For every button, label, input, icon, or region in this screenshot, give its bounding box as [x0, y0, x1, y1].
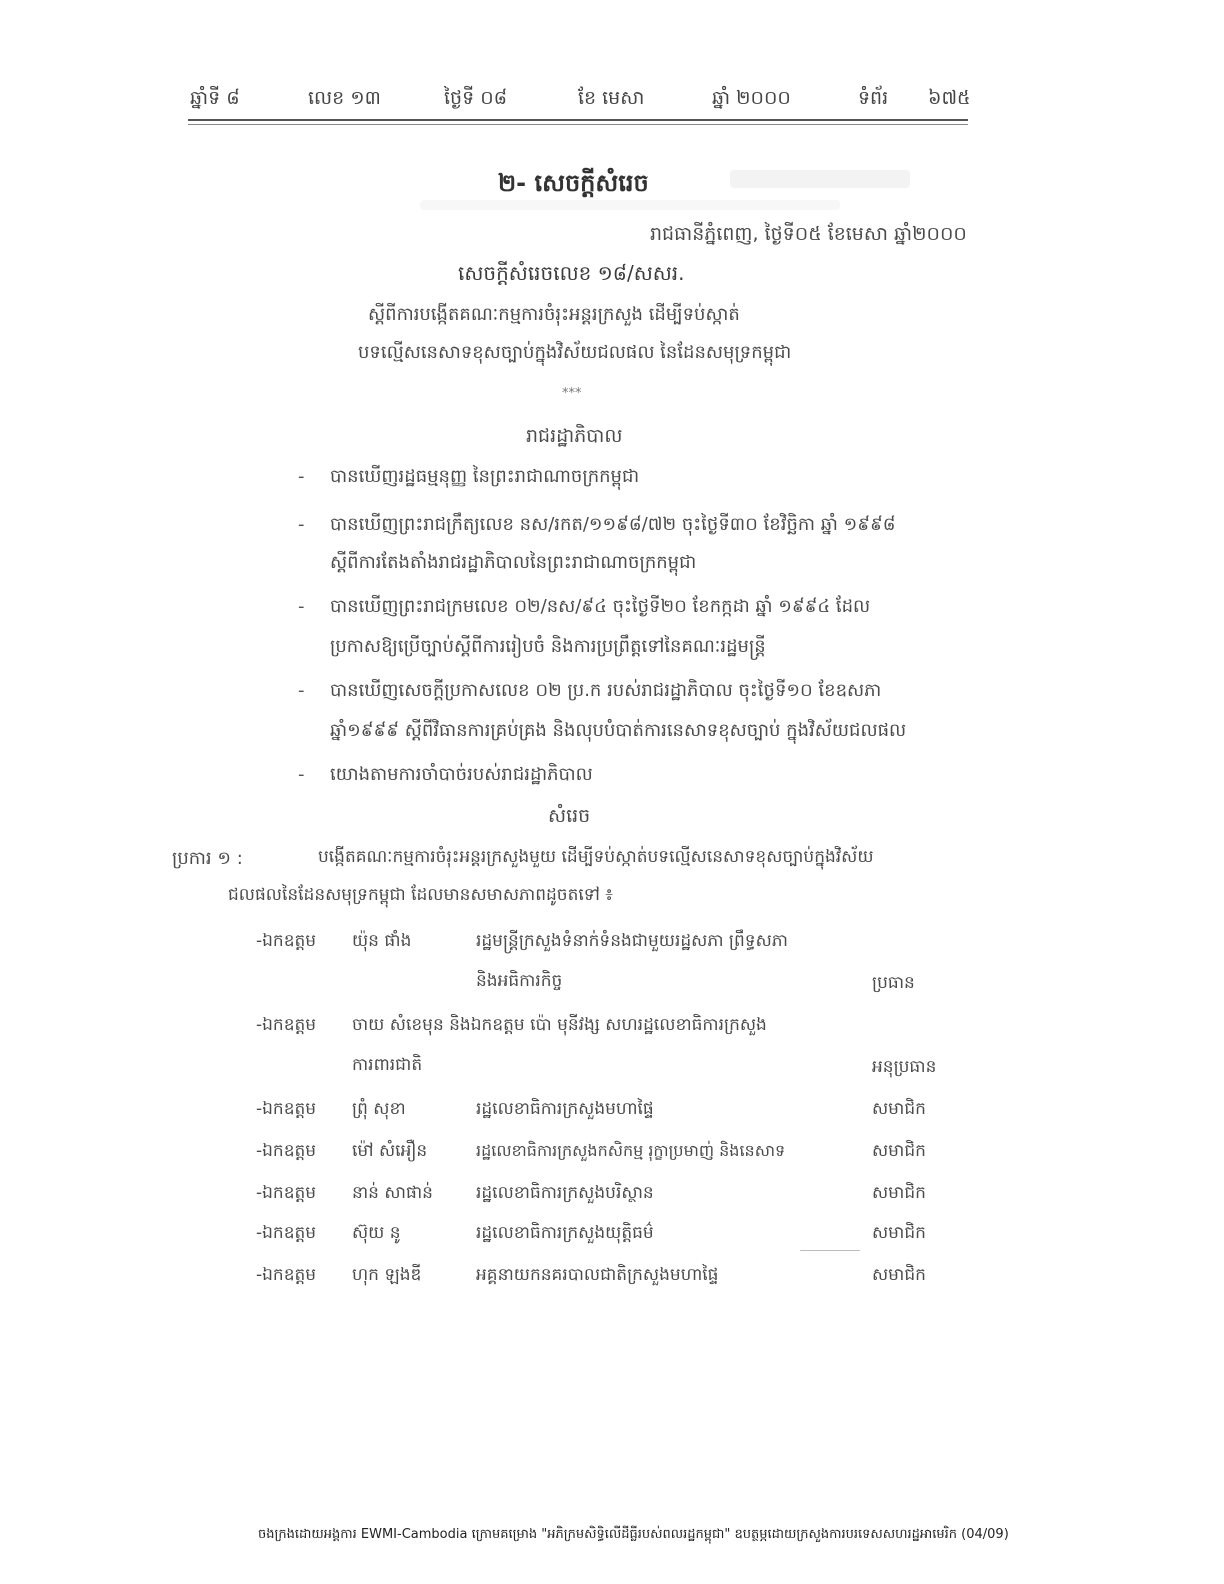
member-position: រដ្ឋលេខាធិការក្រសួងកសិកម្ម រុក្ខាប្រមាញ់ និងនេសាទ: [476, 1141, 786, 1160]
member-position-cont: ការពារជាតិ: [352, 1055, 423, 1075]
scan-mark: [800, 1250, 860, 1251]
member-role: សមាជិក: [872, 1265, 926, 1285]
member-name: ម៉ៅ សំអឿន: [352, 1141, 428, 1161]
decision-number: សេចក្ដីសំរេចលេខ ១៨/សសរ.: [458, 261, 685, 285]
list-dash: -: [298, 680, 305, 701]
consideration-line: បានឃើញសេចក្ដីប្រកាសលេខ ០២ ប្រ.ក របស់រាជរដ្ឋាភិបាល ចុះថ្ងៃទី១០ ខែឧសភា: [330, 680, 882, 701]
header-day: ថ្ងៃទី ០៨: [444, 87, 508, 109]
member-name: ព្រុំ សុខា: [352, 1099, 406, 1119]
member-name: នាន់ សាផាន់: [352, 1183, 433, 1203]
article-1-line-1: បង្កើតគណៈកម្មការចំរុះអន្តរក្រសួងមួយ ដើម្បីទប់ស្កាត់បទល្មើសនេសាទខុសច្បាប់ក្នុងវិស័យ: [318, 847, 874, 867]
member-title: -ឯកឧត្ដម: [256, 1015, 317, 1035]
member-name: ចាយ សំខេមុន និងឯកឧត្ដម ប៉ោ មុនីវង្ស សហរដ្ឋលេខាធិការក្រសួង: [352, 1015, 767, 1035]
place-date: រាជធានីភ្នំពេញ, ថ្ងៃទី០៥ ខែមេសា ឆ្នាំ២០០០: [650, 223, 967, 245]
member-position: រដ្ឋលេខាធិការក្រសួងបរិស្ថាន: [476, 1183, 654, 1203]
member-position: រដ្ឋលេខាធិការក្រសួងមហាផ្ទៃ: [476, 1099, 654, 1119]
header-year: ឆ្នាំទី ៨: [190, 87, 240, 109]
member-role: សមាជិក: [872, 1223, 926, 1243]
header-calendar-year: ឆ្នាំ ២០០០: [712, 87, 791, 109]
member-position-cont: និងអធិការកិច្ច: [476, 971, 563, 991]
list-dash: -: [298, 596, 305, 617]
list-dash: -: [298, 466, 305, 487]
consideration-line: យោងតាមការចាំបាច់របស់រាជរដ្ឋាភិបាល: [330, 764, 593, 785]
member-title: -ឯកឧត្ដម: [256, 1223, 317, 1243]
consideration-line: បានឃើញរដ្ឋធម្មនុញ្ញ នៃព្រះរាជាណាចក្រកម្ពុជា: [330, 466, 640, 487]
article-1-label: ប្រការ ១ :: [172, 848, 243, 869]
footer-credit: ចងក្រងដោយអង្គការ EWMI-Cambodia ក្រោមគម្រោង "អភិក្រមសិទ្ធិលើដីធ្លីរបស់ពលរដ្ឋកម្ពុជា" ឧបត្ថម្ភដោយក្រសួងការបរទេសសហរដ្ឋអាមេរិក (04/09): [258, 1527, 1009, 1542]
member-role: សមាជិក: [872, 1141, 926, 1161]
member-role: ប្រធាន: [872, 973, 915, 993]
consideration-line: ឆ្នាំ១៩៩៩ ស្ដីពីវិធានការគ្រប់គ្រង និងលុបបំបាត់ការនេសាទខុសច្បាប់ ក្នុងវិស័យជលផល: [330, 720, 907, 741]
member-role: អនុប្រធាន: [872, 1057, 937, 1077]
scan-smudge: [730, 170, 910, 188]
header-rule-thin: [188, 124, 968, 125]
consideration-line: បានឃើញព្រះរាជក្រឹត្យលេខ នស/រកត/១១៩៨/៧២ ចុះថ្ងៃទី៣០ ខែវិច្ឆិកា ឆ្នាំ ១៩៩៨: [330, 514, 896, 535]
header-month: ខែ មេសា: [578, 87, 645, 109]
list-dash: -: [298, 514, 305, 535]
section-title: ២- សេចក្ដីសំរេច: [498, 169, 649, 197]
member-title: -ឯកឧត្ដម: [256, 1265, 317, 1285]
issuer-heading: រាជរដ្ឋាភិបាល: [526, 425, 623, 447]
header-issue: លេខ ១៣: [308, 87, 381, 109]
member-title: -ឯកឧត្ដម: [256, 1141, 317, 1161]
article-1-line-2: ជលផលនៃដែនសមុទ្រកម្ពុជា ដែលមានសមាសភាពដូចតទៅ ៖: [228, 885, 613, 905]
consideration-line: ស្ដីពីការតែងតាំងរាជរដ្ឋាភិបាលនៃព្រះរាជាណាចក្រកម្ពុជា: [330, 552, 697, 573]
member-position: រដ្ឋលេខាធិការក្រសួងយុត្តិធម៌: [476, 1223, 654, 1243]
header-page-number: ៦៧៥: [928, 87, 971, 109]
list-dash: -: [298, 764, 305, 785]
header-rule-thick: [188, 119, 968, 121]
consideration-line: បានឃើញព្រះរាជក្រមលេខ ០២/នស/៩៤ ចុះថ្ងៃទី២០ ខែកក្កដា ឆ្នាំ ១៩៩៤ ដែល: [330, 596, 871, 617]
member-role: សមាជិក: [872, 1183, 926, 1203]
member-name: យ៉ុន ផាំង: [352, 931, 412, 951]
separator-stars: ***: [562, 386, 582, 401]
member-title: -ឯកឧត្ដម: [256, 1183, 317, 1203]
subject-line-1: ស្ដីពីការបង្កើតគណៈកម្មការចំរុះអន្តរក្រសួង ដើម្បីទប់ស្កាត់: [368, 304, 740, 325]
header-page-label: ទំព័រ: [858, 87, 889, 109]
member-title: -ឯកឧត្ដម: [256, 1099, 317, 1119]
decides-heading: សំរេច: [548, 805, 591, 827]
member-position: រដ្ឋមន្ត្រីក្រសួងទំនាក់ទំនងជាមួយរដ្ឋសភា ព្រឹទ្ធសភា: [476, 931, 788, 951]
member-name: ស៊ុយ នូ: [352, 1223, 401, 1243]
subject-line-2: បទល្មើសនេសាទខុសច្បាប់ក្នុងវិស័យជលផល នៃដែនសមុទ្រកម្ពុជា: [358, 342, 792, 363]
member-role: សមាជិក: [872, 1099, 926, 1119]
consideration-line: ប្រកាសឱ្យប្រើច្បាប់ស្ដីពីការរៀបចំ និងការប្រព្រឹត្តទៅនៃគណៈរដ្ឋមន្ត្រី: [330, 636, 766, 657]
member-title: -ឯកឧត្ដម: [256, 931, 317, 951]
member-name: ហុក ឡងឌី: [352, 1265, 422, 1285]
member-position: អគ្គនាយកនគរបាលជាតិក្រសួងមហាផ្ទៃ: [476, 1265, 719, 1285]
